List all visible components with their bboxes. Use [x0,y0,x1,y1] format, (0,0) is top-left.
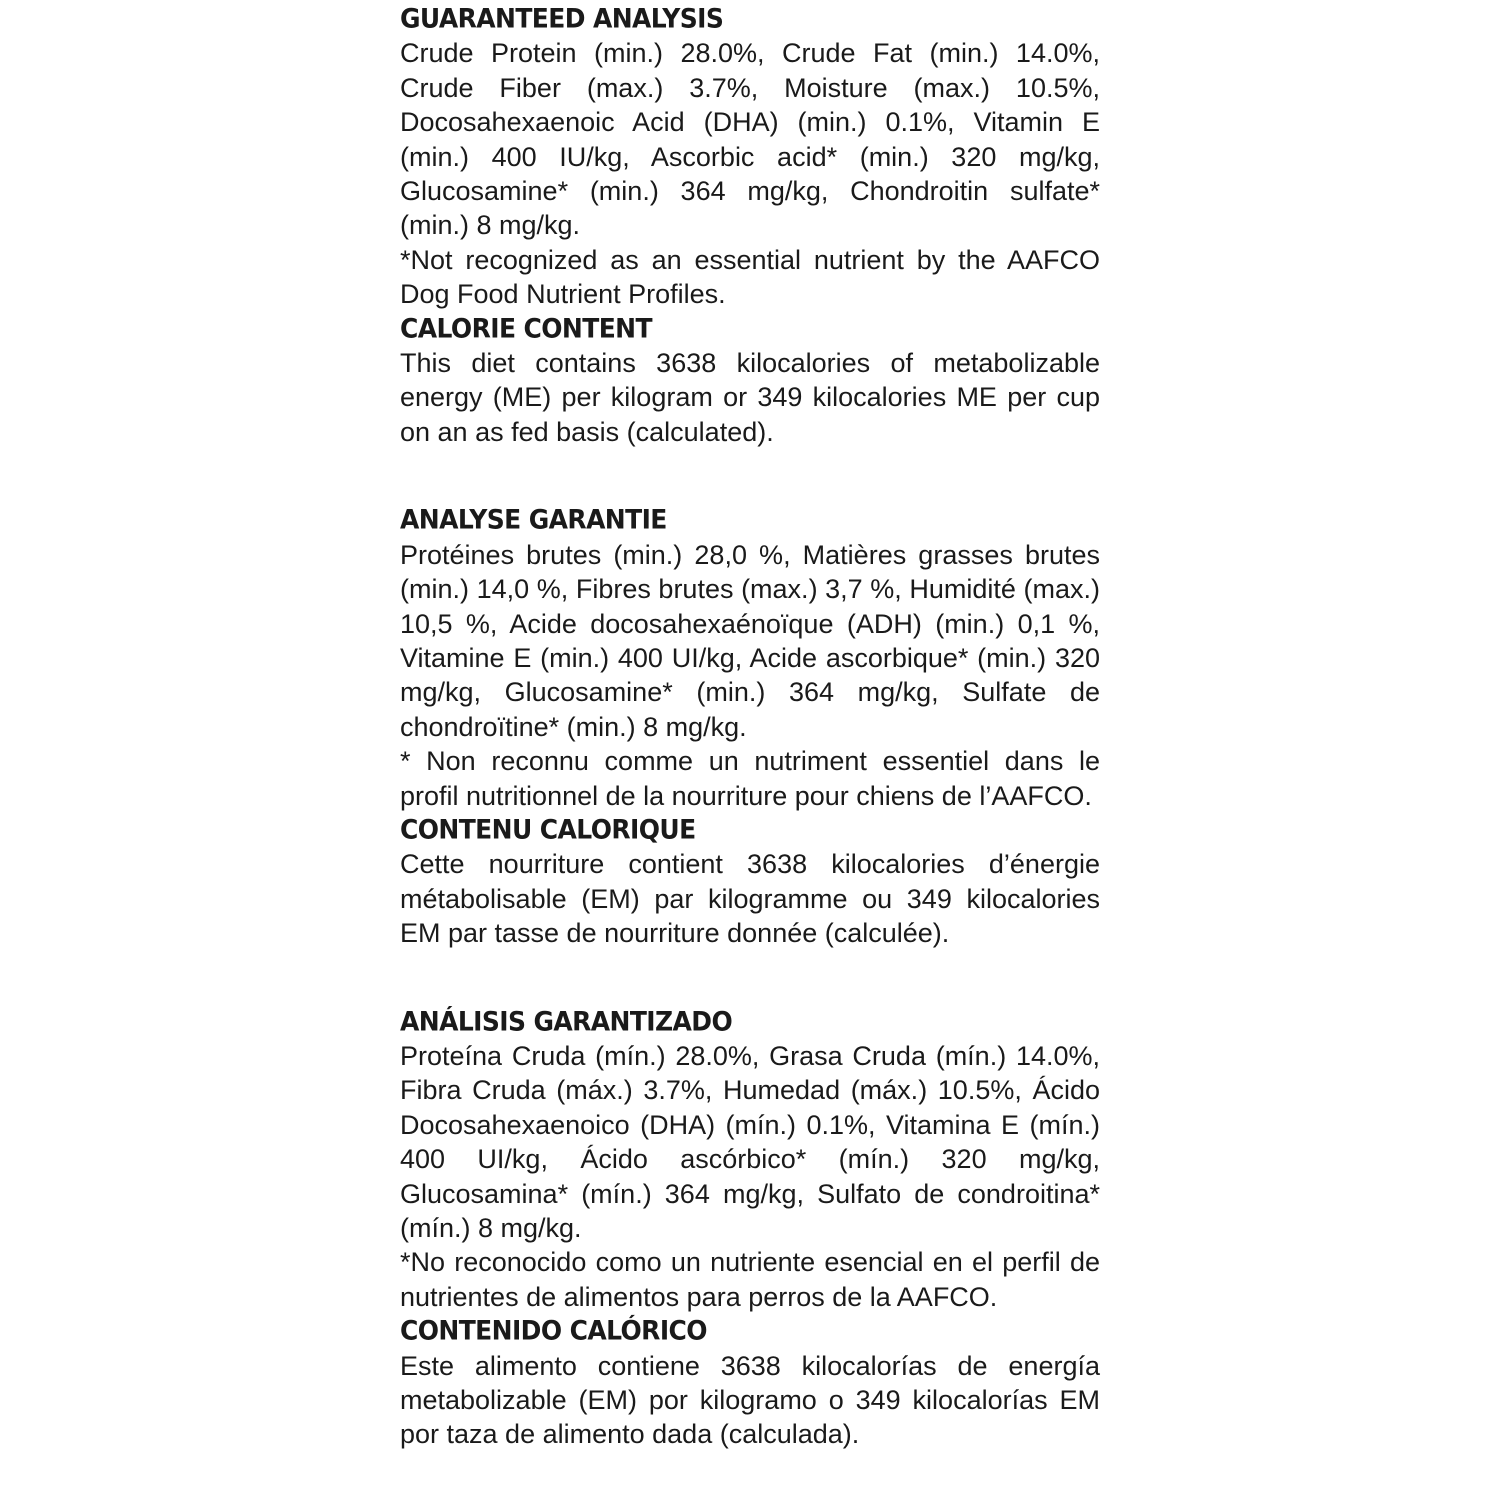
guaranteed-analysis-text: Protéines brutes (min.) 28,0 %, Matières grasses brutes (min.) 14,0 %, Fibres brutes (max.) 3,7 %, Humidité (max.) 10,5 %, Acide docosahexaénoïque (ADH) (min.) 0,1 %, Vitamine E (min.) 400 UI/kg, Acide ascorbique* (min.) 320 mg/kg, Glucosamine* (min.) 364 mg/kg, Sulfate de chondroïtine* (min.) 8 mg/kg. [400,539,1100,742]
aafco-footnote: *Not recognized as an essential nutrient by the AAFCO Dog Food Nutrient Profiles. [400,244,1100,310]
guaranteed-analysis-heading: GUARANTEED ANALYSIS [400,3,724,34]
guaranteed-analysis-heading: ANÁLISIS GARANTIZADO [400,1005,733,1037]
calorie-content-heading: CONTENIDO CALÓRICO [400,1315,707,1347]
aafco-footnote: *No reconocido como un nutriente esencial en el perfil de nutrientes de alimentos para perros de la AAFCO. [400,1247,1100,1312]
calorie-content-text: This diet contains 3638 kilocalories of metabolizable energy (ME) per kilogram or 349 kilocalories ME per cup on an as fed basis (calculated). [400,348,1100,447]
english-section [400,2,1100,449]
guaranteed-analysis-text: Proteína Cruda (mín.) 28.0%, Grasa Cruda (mín.) 14.0%, Fibra Cruda (máx.) 3.7%, Humedad (máx.) 10.5%, Ácido Docosahexaenoico (DHA) (mín.) 0.1%, Vitamina E (mín.) 400 UI/kg, Ácido ascórbico* (mín.) 320 mg/kg, Glucosamina* (mín.) 364 mg/kg, Sulfato de condroitina* (mín.) 8 mg/kg. [400,1040,1100,1243]
nutrition-label [400,2,1100,1452]
guaranteed-analysis-heading: ANALYSE GARANTIE [400,504,667,536]
french-section [400,503,1100,950]
calorie-content-text: Este alimento contiene 3638 kilocalorías de energía metabolizable (EM) por kilogramo o 349 kilocalorías EM por taza de alimento dada (calculada). [400,1350,1100,1450]
calorie-content-text: Cette nourriture contient 3638 kilocalories d’énergie métabolisable (EM) par kilogramme ou 349 kilocalories EM par tasse de nourriture donnée (calculée). [400,849,1100,949]
aafco-footnote: * Non reconnu comme un nutriment essentiel dans le profil nutritionnel de la nourriture pour chiens de l’AAFCO. [400,746,1100,811]
calorie-content-heading: CALORIE CONTENT [400,312,652,344]
guaranteed-analysis-text: Crude Protein (min.) 28.0%, Crude Fat (min.) 14.0%, Crude Fiber (max.) 3.7%, Moisture (max.) 10.5%, Docosahexaenoic Acid (DHA) (min.) 0.1%, Vitamin E (min.) 400 IU/kg, Ascorbic acid* (min.) 320 mg/kg, Glucosamine* (min.) 364 mg/kg, Chondroitin sulfate* (min.) 8 mg/kg. [400,38,1100,241]
calorie-content-heading: CONTENU CALORIQUE [400,814,696,845]
spanish-section [400,1005,1100,1452]
